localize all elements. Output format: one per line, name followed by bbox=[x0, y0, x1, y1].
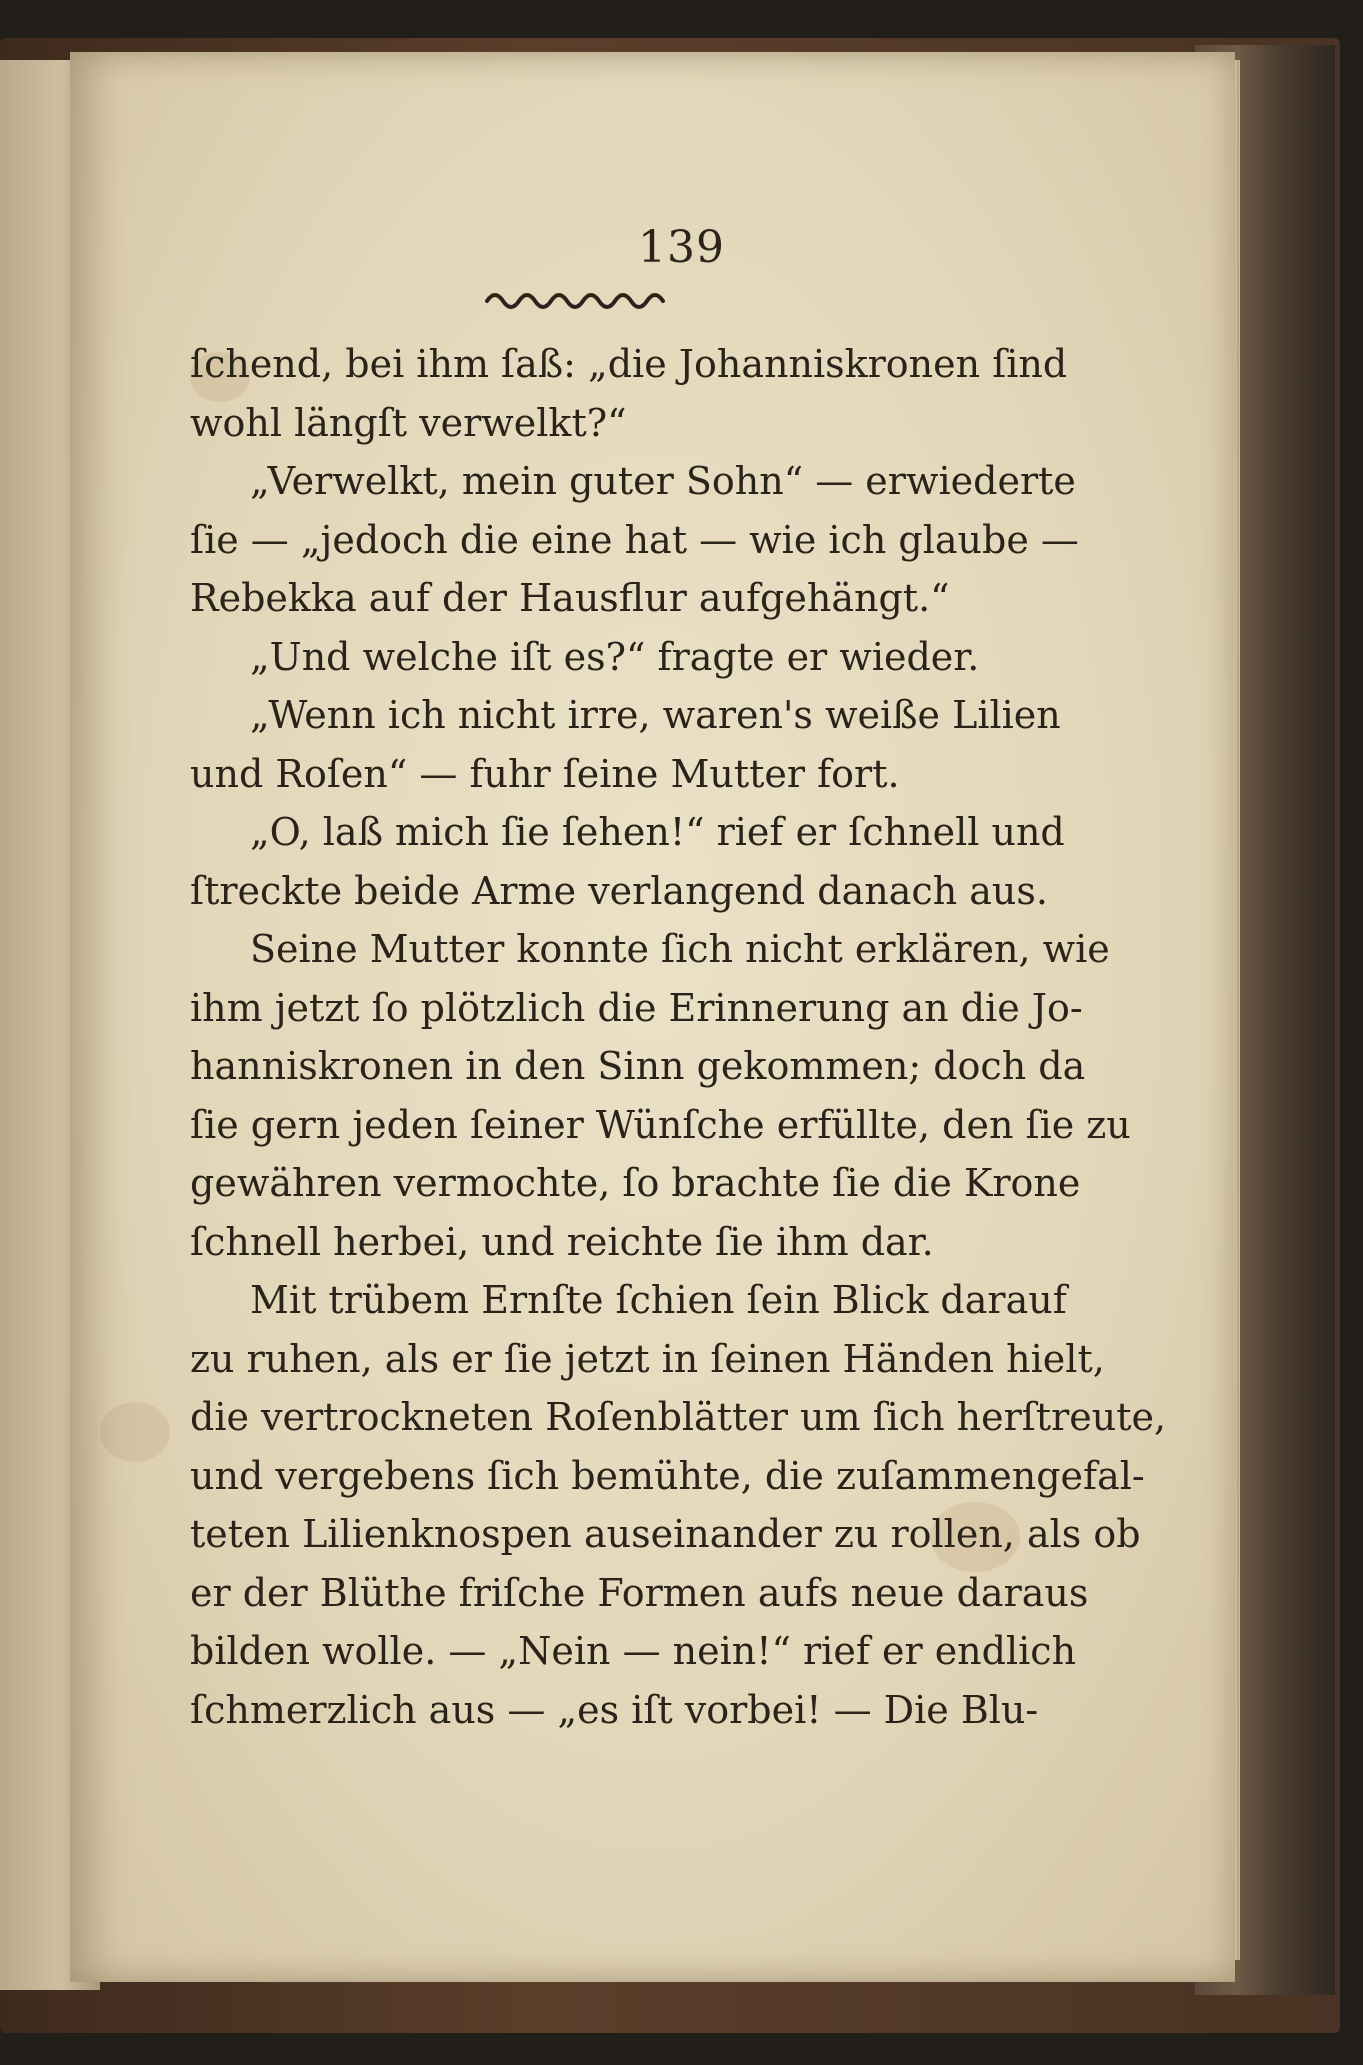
text-line: Rebekka auf der Hausflur aufgehängt.“ bbox=[190, 576, 950, 620]
text-line: „Verwelkt, mein guter Sohn“ — erwiederte bbox=[250, 459, 1076, 503]
text-line: „Und welche iſt es?“ fragte er wieder. bbox=[250, 634, 980, 679]
text-line: ſie gern jeden ſeiner Wünſche erfüllte, den ſie zu bbox=[190, 1102, 1131, 1147]
text-line: Seine Mutter konnte ſich nicht erklären, wie bbox=[250, 927, 1110, 971]
text-line: „Wenn ich nicht irre, waren's weiße Lilien bbox=[250, 693, 1061, 737]
text-line: ihm jetzt ſo plötzlich die Erinnerung an die Jo- bbox=[190, 985, 1083, 1030]
text-line: gewähren vermochte, ſo brachte ſie die Krone bbox=[190, 1161, 1081, 1205]
text-line: die vertrockneten Roſenblätter um ſich herſtreute, bbox=[190, 1395, 1167, 1439]
text-line: ſchmerzlich aus — „es iſt vorbei! — Die Blu- bbox=[190, 1687, 1039, 1732]
decorative-wave-rule bbox=[485, 283, 670, 313]
text-line: ſchnell herbei, und reichte ſie ihm dar. bbox=[190, 1219, 934, 1264]
text-line: und Roſen“ — fuhr ſeine Mutter fort. bbox=[190, 751, 900, 796]
text-line: er der Blüthe friſche Formen aufs neue daraus bbox=[190, 1570, 1089, 1615]
text-line: Mit trübem Ernſte ſchien ſein Blick darauf bbox=[250, 1278, 1067, 1322]
text-line: ſtreckte beide Arme verlangend danach aus. bbox=[190, 868, 1048, 913]
page-text bbox=[190, 335, 1167, 1739]
text-line: teten Lilienknospen auseinander zu rollen, als ob bbox=[190, 1512, 1141, 1556]
text-line: bilden wolle. — „Nein — nein!“ rief er endlich bbox=[190, 1629, 1077, 1673]
text-line: „O, laß mich ſie ſehen!“ rief er ſchnell und bbox=[250, 810, 1065, 854]
paper-stain bbox=[100, 1402, 170, 1462]
page-number: 139 bbox=[638, 222, 725, 273]
text-line: zu ruhen, als er ſie jetzt in ſeinen Händen hielt, bbox=[190, 1336, 1105, 1381]
text-line: ſchend, bei ihm ſaß: „die Johanniskronen ſind bbox=[190, 342, 1068, 386]
text-line: hanniskronen in den Sinn gekommen; doch da bbox=[190, 1044, 1086, 1088]
text-line: ſie — „jedoch die eine hat — wie ich glaube — bbox=[190, 517, 1079, 562]
text-line: und vergebens ſich bemühte, die zuſammengefal- bbox=[190, 1453, 1145, 1498]
text-line: wohl längſt verwelkt?“ bbox=[190, 400, 627, 445]
